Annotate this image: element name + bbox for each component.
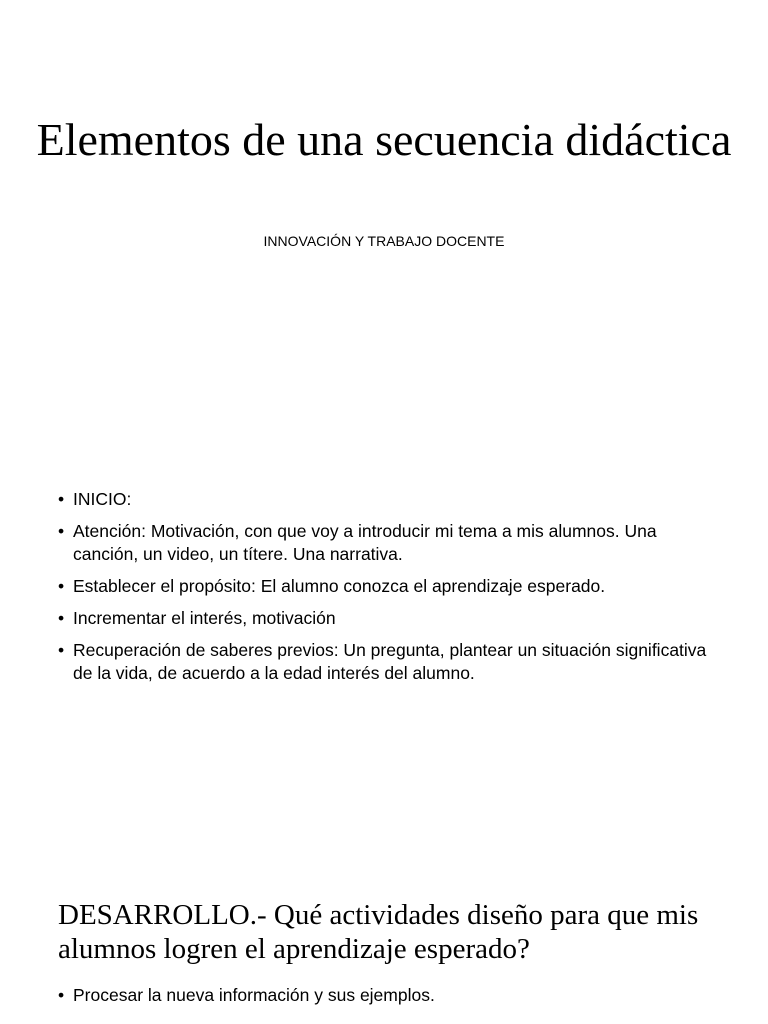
slide-title: Elementos de una secuencia didáctica bbox=[36, 114, 732, 165]
desarrollo-slide bbox=[0, 864, 768, 1024]
bullet-icon: • bbox=[58, 985, 65, 1005]
list-item bbox=[58, 575, 718, 598]
bullet-text: Recuperación de saberes previos: Un pregunta, plantear un situación significativa de la vida, de acuerdo a la edad interés del alumno. bbox=[73, 640, 707, 683]
bullet-icon: • bbox=[58, 521, 65, 541]
bullet-icon: • bbox=[58, 489, 65, 509]
inicio-bullet-list bbox=[58, 488, 718, 694]
bullet-text: Procesar la nueva información y sus ejemplos. bbox=[73, 985, 435, 1005]
bullet-text: Incrementar el interés, motivación bbox=[73, 608, 336, 628]
bullet-text: Atención: Motivación, con que voy a introducir mi tema a mis alumnos. Una canción, un video, un títere. Una narrativa. bbox=[73, 521, 657, 564]
bullet-text: Establecer el propósito: El alumno conozca el aprendizaje esperado. bbox=[73, 576, 606, 596]
title-slide bbox=[0, 0, 768, 432]
list-item bbox=[58, 488, 718, 511]
section-title: DESARROLLO.- Qué actividades diseño para que mis alumnos logren el aprendizaje esperado? bbox=[58, 899, 699, 965]
desarrollo-bullet-list bbox=[58, 984, 718, 1016]
list-item bbox=[58, 639, 718, 685]
slide-subtitle: INNOVACIÓN Y TRABAJO DOCENTE bbox=[263, 233, 505, 249]
bullet-text: INICIO: bbox=[73, 489, 132, 509]
list-item bbox=[58, 984, 718, 1007]
bullet-icon: • bbox=[58, 640, 65, 660]
bullet-icon: • bbox=[58, 608, 65, 628]
inicio-slide bbox=[0, 432, 768, 864]
list-item bbox=[58, 520, 718, 566]
list-item bbox=[58, 607, 718, 630]
bullet-icon: • bbox=[58, 576, 65, 596]
